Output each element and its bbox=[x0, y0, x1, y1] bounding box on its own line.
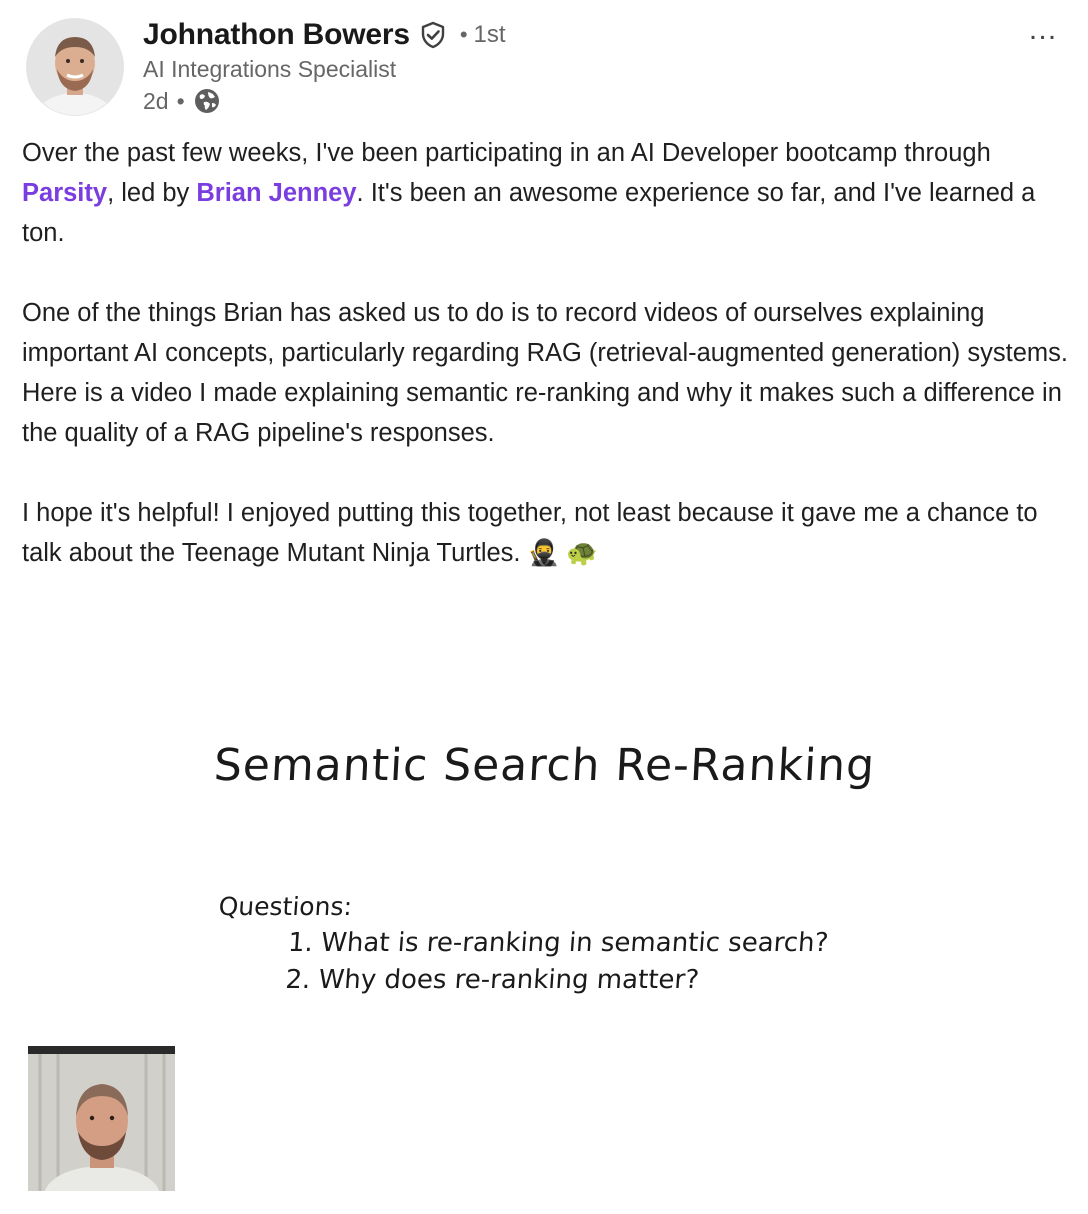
questions-heading: Questions: bbox=[217, 892, 354, 921]
slide-questions bbox=[212, 892, 832, 999]
separator-dot: • bbox=[459, 22, 468, 47]
webcam-overlay bbox=[28, 1046, 175, 1191]
author-avatar[interactable] bbox=[26, 18, 124, 116]
video-player[interactable] bbox=[0, 640, 1088, 1214]
mention-parsity[interactable]: Parsity bbox=[22, 179, 108, 207]
post-paragraph-2: One of the things Brian has asked us to do is to record videos of ourselves explaining important AI concepts, particularly regarding RAG (retrieval-augmented generation) systems. Here is a video I made explaining semantic re-ranking and why it makes such a difference in the quality of a RAG pipeline's responses. bbox=[22, 299, 1068, 447]
question-item: 2. Why does re-ranking matter? bbox=[284, 965, 701, 995]
post-text bbox=[22, 133, 1072, 573]
more-options-button[interactable] bbox=[1024, 14, 1060, 46]
ellipsis-icon: … bbox=[1027, 13, 1057, 46]
author-headline: AI Integrations Specialist bbox=[143, 56, 397, 82]
globe-icon bbox=[193, 87, 221, 115]
questions-list bbox=[212, 925, 829, 999]
post-time: 2d bbox=[143, 87, 169, 114]
question-item: 1. What is re-ranking in semantic search? bbox=[287, 928, 830, 958]
post-meta bbox=[143, 86, 221, 116]
verified-shield-icon bbox=[418, 20, 448, 50]
separator-dot: • bbox=[176, 87, 185, 114]
post-paragraph-1: Over the past few weeks, I've been participating in an AI Developer bootcamp through Parsity, led by Brian Jenney. It's been an awesome experience so far, and I've learned a ton. bbox=[22, 139, 1036, 247]
author-name[interactable]: Johnathon Bowers bbox=[143, 18, 410, 51]
author-name-row bbox=[143, 16, 506, 54]
post-paragraph-3: I hope it's helpful! I enjoyed putting this together, not least because it gave me a chance to talk about the Teenage Mutant Ninja Turtles. 🥷 🐢 bbox=[22, 499, 1038, 567]
mention-brian-jenney[interactable]: Brian Jenney bbox=[196, 179, 357, 207]
slide-title: Semantic Search Re-Ranking bbox=[212, 740, 877, 791]
connection-degree: 1st bbox=[473, 21, 506, 48]
